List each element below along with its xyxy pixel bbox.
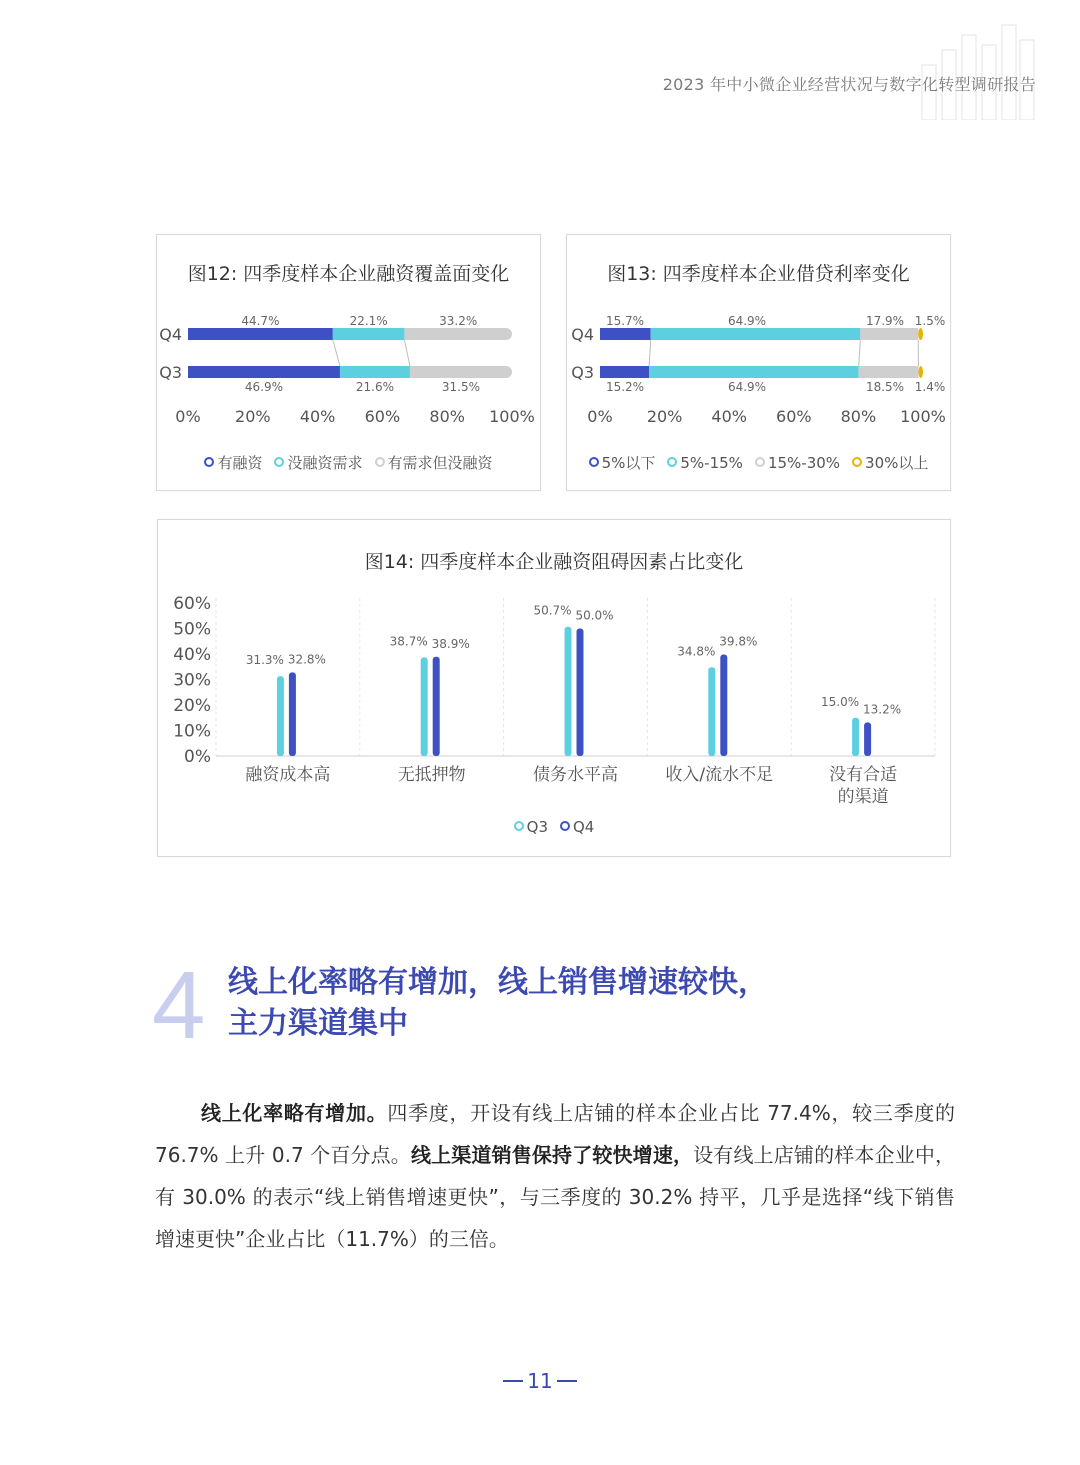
y-tick-label: 60%: [173, 594, 211, 614]
legend-label: 30%以上: [865, 454, 929, 472]
x-tick-label: 60%: [776, 407, 812, 426]
bar-segment: [333, 328, 405, 340]
emphasis-text: 线上渠道销售保持了较快增速，: [410, 1143, 694, 1167]
y-tick-label: 50%: [173, 619, 211, 640]
category-label: Q3: [159, 363, 182, 382]
data-label: 33.2%: [439, 314, 478, 328]
chart-title: 图13: 四季度样本企业借贷利率变化: [607, 263, 910, 285]
x-tick-label: 80%: [429, 407, 465, 426]
x-tick-label: 80%: [840, 407, 877, 426]
y-tick-label: 40%: [173, 645, 211, 665]
data-label: 64.9%: [727, 314, 767, 328]
category-label: 的渠道: [837, 787, 889, 807]
bar-segment-cap: [404, 328, 412, 340]
emphasis-text: 线上化率略有增加。: [201, 1101, 388, 1125]
legend-marker-icon: [204, 457, 214, 467]
chart-legend: [567, 452, 950, 473]
legend-marker-icon: [274, 457, 284, 467]
data-label: 18.5%: [865, 380, 905, 394]
data-label: 15.2%: [605, 380, 645, 394]
grouped-bar-chart-fig14: [158, 520, 950, 856]
section-title: [228, 962, 848, 1044]
chart-panel-fig12: [156, 234, 541, 491]
bar-segment: [188, 366, 340, 378]
bar-segment: [340, 366, 410, 378]
section-title-line2: 主力渠道集中: [228, 1006, 408, 1041]
x-tick-label: 0%: [175, 407, 201, 426]
legend-item: [589, 452, 656, 473]
header-decoration: [912, 20, 1042, 120]
data-label: 15.0%: [821, 694, 860, 709]
bar: [720, 655, 727, 756]
data-label: 15.7%: [605, 314, 645, 328]
category-label: 收入/流水不足: [665, 765, 774, 785]
section-title-line1: 线上化率略有增加，线上销售增速较快，: [228, 965, 768, 1000]
bar-segment: [918, 366, 923, 378]
legend-item: [514, 818, 548, 836]
series-connector-line: [649, 340, 651, 366]
dash-right: [557, 1380, 577, 1382]
legend-marker-icon: [667, 457, 677, 467]
category-label: Q3: [571, 363, 594, 382]
chart-panel-fig13: [566, 234, 951, 491]
series-connector-line: [859, 340, 861, 366]
bar-segment: [404, 328, 512, 340]
data-label: 46.9%: [244, 380, 284, 394]
bar-segment: [649, 366, 859, 378]
bar: [565, 627, 572, 756]
y-tick-label: 0%: [184, 747, 211, 767]
legend-marker-icon: [589, 457, 599, 467]
chart-title: 图14: 四季度样本企业融资阻碍因素占比变化: [364, 551, 744, 573]
y-tick-label: 20%: [173, 696, 211, 716]
legend-marker-icon: [755, 457, 765, 467]
bar: [864, 722, 871, 756]
data-label: 44.7%: [241, 314, 280, 328]
data-label: 1.4%: [914, 380, 946, 394]
x-tick-label: 0%: [587, 407, 613, 426]
x-tick-label: 20%: [646, 407, 683, 426]
legend-label: Q3: [526, 818, 548, 836]
x-tick-label: 60%: [364, 407, 401, 426]
legend-label: 有需求但没融资: [387, 454, 493, 472]
data-label: 34.8%: [677, 644, 716, 659]
bar-segment: [600, 328, 651, 340]
legend-label: 有融资: [217, 454, 263, 472]
legend-label: 5%以下: [601, 454, 656, 472]
data-label: 32.8%: [287, 652, 326, 667]
x-tick-label: 100%: [900, 407, 946, 426]
data-label: 21.6%: [355, 380, 395, 394]
bar: [433, 657, 440, 756]
data-label: 31.5%: [441, 380, 481, 394]
legend-marker-icon: [852, 457, 862, 467]
data-label: 17.9%: [865, 314, 905, 328]
data-label: 39.8%: [719, 634, 758, 649]
x-tick-label: 100%: [489, 407, 535, 426]
chart-panel-fig14: [157, 519, 951, 857]
category-label: Q4: [159, 325, 182, 344]
data-label: 31.3%: [245, 653, 284, 668]
bar-segment: [600, 366, 649, 378]
legend-marker-icon: [375, 457, 385, 467]
body-paragraph: [155, 1092, 955, 1260]
bar: [277, 676, 284, 756]
bar-segment: [859, 366, 919, 378]
legend-label: Q4: [573, 818, 595, 836]
legend-marker-icon: [560, 821, 570, 831]
data-label: 13.2%: [863, 702, 902, 717]
x-tick-label: 40%: [299, 407, 336, 426]
legend-item: [755, 454, 840, 472]
legend-item: [274, 452, 362, 473]
legend-item: [667, 454, 743, 472]
data-label: 38.9%: [431, 636, 470, 651]
bar: [421, 657, 428, 756]
paragraph-text: 四季度，开设有线上店铺的样本企业占比 77.4%，较三季度的 76.7% 上升 0.7 个百分点。: [155, 1101, 955, 1167]
x-tick-label: 40%: [711, 407, 747, 426]
bar-segment: [410, 366, 512, 378]
legend-label: 5%-15%: [680, 454, 743, 472]
legend-label: 没融资需求: [287, 454, 363, 472]
x-tick-label: 20%: [235, 407, 271, 426]
bar-segment-cap: [410, 366, 418, 378]
bar-segment: [188, 328, 333, 340]
chart-title: 图12: 四季度样本企业融资覆盖面变化: [187, 263, 510, 285]
legend-marker-icon: [514, 821, 524, 831]
legend-item: [375, 452, 493, 473]
bar-segment: [918, 328, 923, 340]
chart-legend: [158, 818, 950, 836]
legend-item: [560, 818, 594, 836]
y-tick-label: 30%: [173, 670, 211, 691]
bar-segment: [860, 328, 918, 340]
section-number: 4: [152, 952, 206, 1059]
category-label: 没有合适: [829, 765, 898, 785]
category-label: Q4: [571, 325, 594, 344]
y-tick-label: 10%: [173, 721, 211, 742]
bar: [577, 629, 584, 757]
legend-item: [852, 452, 928, 473]
data-label: 38.7%: [389, 634, 428, 649]
series-connector-line: [333, 340, 340, 366]
paragraph-text: 设有线上店铺的样本企业中，有 30.0% 的表示“线上销售增速更快”，与三季度的 30.2% 持平，几乎是选择“线下销售增速更快”企业占比（11.7%）的三倍。: [155, 1143, 956, 1251]
chart-legend: [157, 452, 540, 473]
legend-label: 15%-30%: [767, 454, 841, 472]
legend-item: [204, 452, 262, 473]
dash-left: [503, 1380, 523, 1382]
category-label: 债务水平高: [533, 765, 618, 785]
data-label: 64.9%: [727, 380, 767, 394]
bar-segment: [651, 328, 861, 340]
report-header-title: 2023 年中小微企业经营状况与数字化转型调研报告: [662, 75, 1036, 94]
series-connector-line: [404, 340, 410, 366]
data-label: 50.7%: [533, 603, 572, 618]
page-number: [0, 1369, 1080, 1393]
bar: [852, 718, 859, 756]
data-label: 50.0%: [575, 608, 614, 623]
category-label: 无抵押物: [397, 765, 466, 785]
data-label: 1.5%: [914, 314, 946, 328]
bar: [289, 672, 296, 756]
category-label: 融资成本高: [245, 765, 331, 785]
bar: [708, 667, 715, 756]
page-number-value: 11: [527, 1369, 553, 1393]
data-label: 22.1%: [349, 314, 388, 328]
